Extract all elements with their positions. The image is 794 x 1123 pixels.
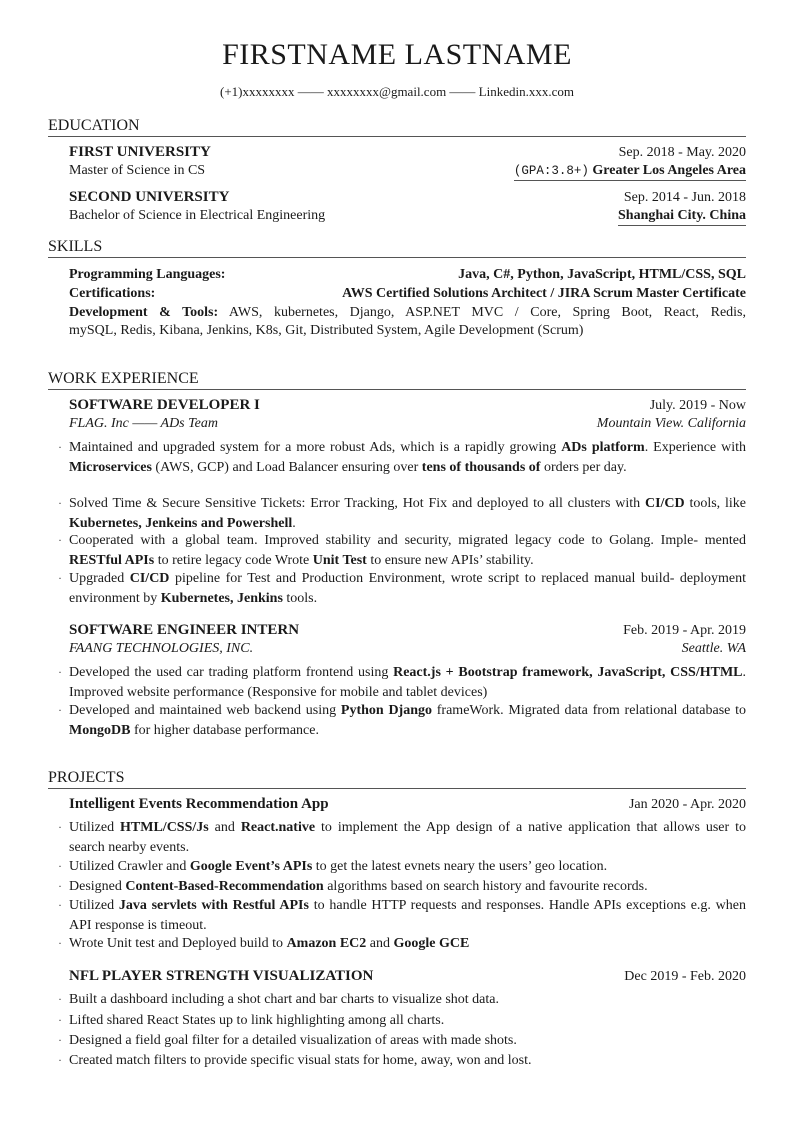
job-2-subheader: [69, 641, 746, 657]
bullet-dot-icon: ·: [58, 440, 62, 454]
skill-row-tools-continued: mySQL, Redis, Kibana, Jenkins, K8s, Git, Distributed System, Agile Development (Scrum): [69, 323, 584, 338]
bullet-text: Utilized Crawler and Google Event’s APIs to get the latest evnets neary the users’ geo location.: [69, 859, 608, 874]
bullet-item: [56, 494, 746, 533]
degree: Master of Science in CS: [69, 163, 206, 178]
bullet-text: Created match filters to provide specific visual stats for home, away, won and lost.: [69, 1053, 532, 1068]
degree: Bachelor of Science in Electrical Engineering: [69, 208, 326, 223]
job-1-subheader: [69, 416, 746, 432]
section-heading-projects: PROJECTS: [48, 769, 746, 789]
bullet-dot-icon: ·: [58, 820, 62, 834]
bullet-item: [56, 701, 746, 740]
project-2-header: [69, 968, 746, 985]
bullet-text: Upgraded CI/CD pipeline for Test and Production Environment, wrote script to replaced manual build- deployment environment by Kubernetes, Jenkins tools.: [69, 571, 746, 606]
bullet-dot-icon: ·: [58, 879, 62, 893]
education-entry-1-detail: [69, 163, 746, 181]
bullet-dot-icon: ·: [58, 1033, 62, 1047]
bullet-text: Lifted shared React States up to link highlighting among all charts.: [69, 1013, 445, 1028]
bullet-dot-icon: ·: [58, 1053, 62, 1067]
bullet-dot-icon: ·: [58, 665, 62, 679]
bullet-item: [56, 531, 746, 570]
bullet-item: [56, 877, 746, 897]
bullet-item: [56, 990, 746, 1010]
bullet-dot-icon: ·: [58, 936, 62, 950]
project-1-header: [69, 796, 746, 813]
project-dates: Dec 2019 - Feb. 2020: [624, 969, 746, 984]
bullet-item: [56, 934, 746, 954]
skill-value: AWS Certified Solutions Architect / JIRA Scrum Master Certificate: [342, 286, 746, 301]
skill-row-tools: [69, 303, 746, 322]
bullet-item: [56, 663, 746, 702]
section-heading-education: EDUCATION: [48, 117, 746, 137]
bullet-text: Solved Time & Secure Sensitive Tickets: Error Tracking, Hot Fix and deployed to all clusters with CI/CD tools, like Kubernetes, Jenkeins and Powershell.: [69, 496, 746, 531]
skill-label: Development & Tools:: [69, 305, 219, 320]
job-1-header: [69, 397, 746, 414]
bullet-text: Utilized Java servlets with Restful APIs to handle HTTP requests and responses. Handle APIs exceptions e.g. when API response is timeout.: [69, 898, 746, 933]
bullet-item: [56, 818, 746, 857]
bullet-text: Developed the used car trading platform frontend using React.js + Bootstrap framework, JavaScript, CSS/HTML. Improved website performance (Responsive for mobile and tablet devices): [69, 665, 747, 700]
education-entry-2-detail: [69, 208, 746, 226]
job-role: SOFTWARE DEVELOPER I: [69, 397, 260, 413]
bullet-item: [56, 896, 746, 935]
bullet-text: Developed and maintained web backend using Python Django frameWork. Migrated data from relational database to MongoDB for higher database performance.: [69, 703, 746, 738]
project-dates: Jan 2020 - Apr. 2020: [628, 797, 746, 812]
bullet-dot-icon: ·: [58, 859, 62, 873]
school-name: FIRST UNIVERSITY: [69, 144, 211, 160]
contact-line: (+1)xxxxxxxx —— xxxxxxxx@gmail.com —— Linkedin.xxx.com: [219, 84, 574, 99]
skill-label: Programming Languages:: [69, 267, 226, 282]
bullet-text: Designed a field goal filter for a detailed visualization of areas with made shots.: [69, 1033, 517, 1048]
bullet-item: [56, 857, 746, 877]
education-entry-1-header: [69, 144, 746, 161]
bullet-dot-icon: ·: [58, 992, 62, 1006]
skill-row-languages: [69, 265, 746, 284]
bullet-dot-icon: ·: [58, 898, 62, 912]
candidate-name: FIRSTNAME LASTNAME: [222, 38, 572, 71]
education-location: Shanghai City. China: [618, 208, 746, 226]
skill-value: AWS, kubernetes, Django, ASP.NET MVC / Core, Spring Boot, React, Redis,: [228, 305, 746, 320]
education-dates: Sep. 2018 - May. 2020: [618, 145, 746, 160]
job-2-header: [69, 622, 746, 639]
bullet-dot-icon: ·: [58, 703, 62, 717]
bullet-dot-icon: ·: [58, 1013, 62, 1027]
education-location: (GPA:3.8+) Greater Los Angeles Area: [514, 163, 746, 181]
section-heading-work-experience: WORK EXPERIENCE: [48, 370, 746, 390]
bullet-text: Built a dashboard including a shot chart and bar charts to visualize shot data.: [69, 992, 499, 1007]
bullet-text: Cooperated with a global team. Improved stability and security, migrated legacy code to Golang. Imple- mented RESTful APIs to retire legacy code Wrote Unit Test to ensure new APIs’ stability.: [69, 533, 746, 568]
project-name: Intelligent Events Recommendation App: [69, 796, 329, 812]
bullet-text: Utilized HTML/CSS/Js and React.native to implement the App design of a native application that allows user to search nearby events.: [69, 820, 746, 855]
job-company: FLAG. Inc —— ADs Team: [69, 416, 218, 431]
bullet-dot-icon: ·: [58, 571, 62, 585]
bullet-item: [56, 569, 746, 608]
bullet-item: [56, 1051, 746, 1071]
skill-row-certifications: [69, 284, 746, 303]
bullet-text: Wrote Unit test and Deployed build to Amazon EC2 and Google GCE: [69, 936, 470, 951]
gpa: (GPA:3.8+): [513, 164, 589, 178]
education-dates: Sep. 2014 - Jun. 2018: [623, 190, 746, 205]
job-dates: July. 2019 - Now: [649, 398, 746, 413]
school-name: SECOND UNIVERSITY: [69, 189, 230, 205]
section-heading-skills: SKILLS: [48, 238, 746, 258]
bullet-item: [56, 1031, 746, 1051]
job-dates: Feb. 2019 - Apr. 2019: [623, 623, 746, 638]
education-entry-2-header: [69, 189, 746, 206]
project-name: NFL PLAYER STRENGTH VISUALIZATION: [69, 968, 374, 984]
job-company: FAANG TECHNOLOGIES, INC.: [69, 641, 254, 656]
bullet-item: [56, 438, 746, 477]
bullet-item: [56, 1011, 746, 1031]
job-role: SOFTWARE ENGINEER INTERN: [69, 622, 300, 638]
job-location: Mountain View. California: [596, 416, 746, 431]
bullet-dot-icon: ·: [58, 533, 62, 547]
bullet-text: Designed Content-Based-Recommendation algorithms based on search history and favourite records.: [69, 879, 648, 894]
skill-label: Certifications:: [69, 286, 156, 301]
skill-value: Java, C#, Python, JavaScript, HTML/CSS, SQL: [458, 267, 746, 282]
bullet-text: Maintained and upgraded system for a more robust Ads, which is a rapidly growing ADs platform. Experience with Microservices (AWS, GCP) and Load Balancer ensuring over tens of thousands of orders per day.: [69, 440, 746, 475]
job-location: Seattle. WA: [681, 641, 746, 656]
bullet-dot-icon: ·: [58, 496, 62, 510]
